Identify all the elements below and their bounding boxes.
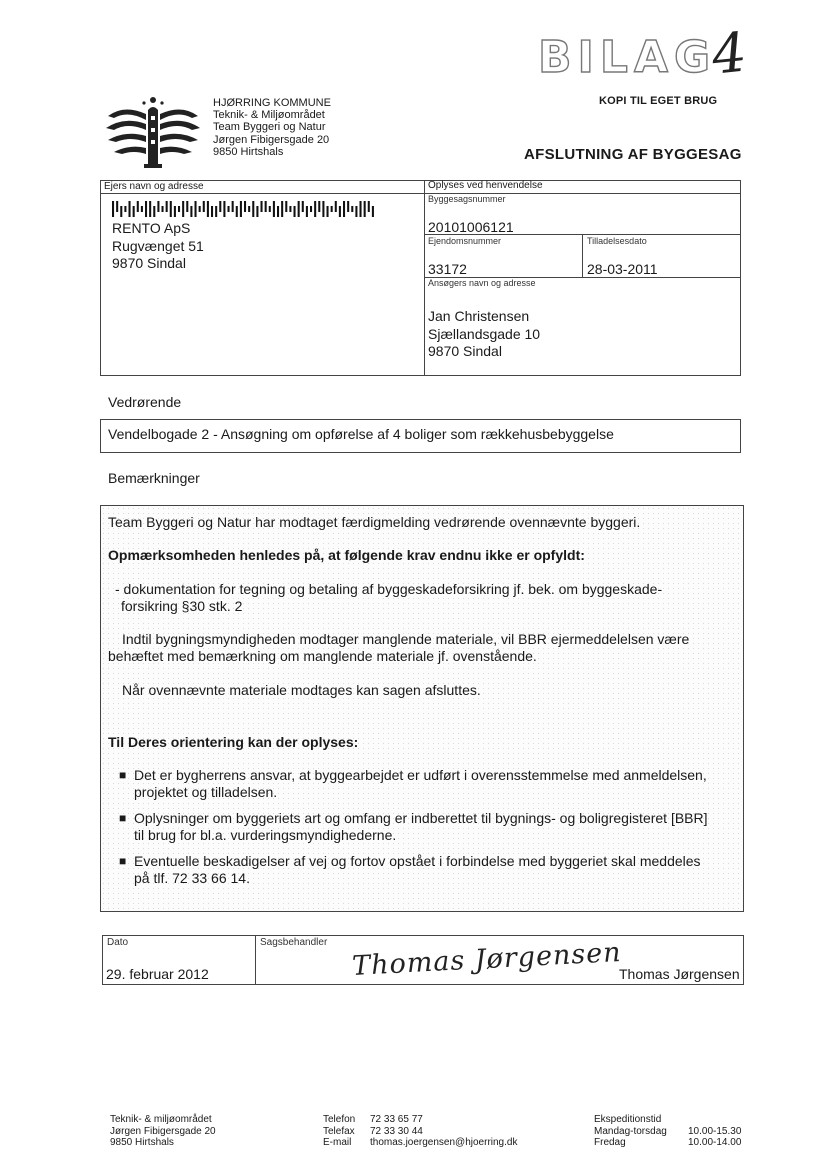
footer-hours-time: 10.00-14.00	[688, 1137, 742, 1148]
footer-address-line: Teknik- & miljøområdet	[110, 1114, 212, 1125]
footer-contact-labels	[323, 1114, 355, 1149]
handler-label: Sagsbehandler	[260, 937, 328, 948]
property-number-label: Ejendomsnummer	[428, 236, 502, 246]
missing-item-line: forsikring §30 stk. 2	[121, 598, 243, 614]
bbr-note-line: behæftet med bemærkning om manglende materiale jf. ovenstående.	[108, 648, 537, 664]
contact-label: Oplyses ved henvendelse	[428, 180, 543, 191]
document-title: AFSLUTNING AF BYGGESAG	[524, 146, 742, 163]
signoff-date: 29. februar 2012	[106, 966, 209, 982]
footer-hours-days	[594, 1114, 667, 1149]
footer-contact-values	[370, 1114, 517, 1149]
case-box-divider	[424, 180, 425, 376]
handler-name: Thomas Jørgensen	[619, 966, 740, 982]
owner-label: Ejers navn og adresse	[104, 181, 204, 192]
copy-note: KOPI TIL EGET BRUG	[599, 95, 718, 107]
case-box-divider	[582, 234, 583, 277]
footer-hours-title: Ekspeditionstid	[594, 1114, 662, 1125]
footer-email: thomas.joergensen@hjoerring.dk	[370, 1137, 518, 1148]
footer-hours-times	[688, 1126, 741, 1149]
footer-hours-day: Fredag	[594, 1137, 626, 1148]
applicant-line: Sjællandsgade 10	[428, 325, 541, 342]
org-line: Team Byggeri og Natur	[213, 121, 326, 134]
bullet-marker: ■	[119, 854, 127, 868]
closing-note: Når ovennævnte materiale modtages kan sagen afsluttes.	[122, 682, 481, 698]
applicant-line: 9870 Sindal	[428, 343, 502, 359]
applicant-line: Jan Christensen	[428, 308, 530, 324]
municipality-logo	[104, 94, 202, 170]
postal-barcode	[112, 201, 376, 217]
regarding-label: Vedrørende	[108, 394, 182, 410]
case-box-divider	[100, 193, 741, 194]
org-line: 9850 Hirtshals	[213, 145, 284, 158]
permit-date: 28-03-2011	[587, 261, 658, 277]
footer-address	[110, 1114, 216, 1149]
info-bullet-line: på tlf. 72 33 66 14.	[134, 870, 250, 886]
footer-hours-day: Mandag-torsdag	[594, 1125, 667, 1137]
footer-contact-label: Telefax	[323, 1125, 355, 1137]
applicant-address	[428, 308, 540, 361]
org-line: Jørgen Fibigersgade 20	[213, 133, 330, 146]
info-bullet-line: projektet og tilladelsen.	[134, 784, 278, 800]
remarks-box	[100, 505, 744, 912]
bilag-stamp: BILAG	[538, 32, 717, 83]
date-label: Dato	[107, 937, 129, 948]
footer-contact-label: Telefon	[323, 1114, 356, 1125]
org-line: Teknik- & Miljøområdet	[213, 109, 325, 122]
bullet-marker: ■	[119, 811, 127, 825]
signoff-divider	[255, 935, 256, 985]
attention-heading: Opmærksomheden henledes på, at følgende krav endnu ikke er opfyldt:	[108, 547, 585, 563]
bbr-note-line: Indtil bygningsmyndigheden modtager manglende materiale, vil BBR ejermeddelelsen være	[122, 631, 690, 647]
owner-line: 9870 Sindal	[112, 255, 186, 271]
footer-hours-time: 10.00-15.30	[688, 1125, 742, 1137]
bullet-marker: ■	[119, 768, 127, 782]
missing-item-line: - dokumentation for tegning og betaling af byggeskadeforsikring jf. bek. om byggeskade-	[115, 581, 663, 597]
organisation-address	[213, 97, 331, 158]
footer-address-line: Jørgen Fibigersgade 20	[110, 1125, 216, 1137]
owner-line: Rugvænget 51	[112, 237, 204, 254]
org-line: HJØRRING KOMMUNE	[213, 97, 331, 109]
remarks-intro: Team Byggeri og Natur har modtaget færdigmelding vedrørende ovennævnte byggeri.	[108, 514, 641, 530]
case-number-label: Byggesagsnummer	[428, 194, 506, 204]
owner-address	[112, 220, 204, 273]
case-number: 20101006121	[428, 219, 514, 235]
footer-fax: 72 33 30 44	[370, 1125, 423, 1137]
permit-date-label: Tilladelsesdato	[587, 236, 647, 246]
info-bullet-line: Oplysninger om byggeriets art og omfang er indberettet til bygnings- og boligregisteret [BBR]	[134, 810, 708, 826]
info-heading: Til Deres orientering kan der oplyses:	[108, 734, 359, 750]
handwritten-signature: Thomas Jørgensen	[351, 936, 623, 983]
info-bullet-line: Eventuelle beskadigelser af vej og fortov opstået i forbindelse med byggeriet skal meddeles	[134, 853, 701, 869]
footer-phone: 72 33 65 77	[370, 1114, 423, 1125]
remarks-label: Bemærkninger	[108, 470, 200, 486]
info-bullet-line: Det er bygherrens ansvar, at byggearbejdet er udført i overensstemmelse med anmeldelsen,	[134, 767, 707, 783]
footer-address-line: 9850 Hirtshals	[110, 1137, 174, 1148]
property-number: 33172	[428, 261, 467, 277]
info-bullet-line: til brug for bl.a. vurderingsmyndighederne.	[134, 827, 397, 843]
handwritten-number: 4	[708, 20, 750, 87]
owner-line: RENTO ApS	[112, 220, 191, 236]
regarding-text: Vendelbogade 2 - Ansøgning om opførelse af 4 boliger som rækkehusbebyggelse	[108, 426, 614, 442]
footer-contact-label: E-mail	[323, 1137, 352, 1148]
applicant-label: Ansøgers navn og adresse	[428, 278, 536, 288]
